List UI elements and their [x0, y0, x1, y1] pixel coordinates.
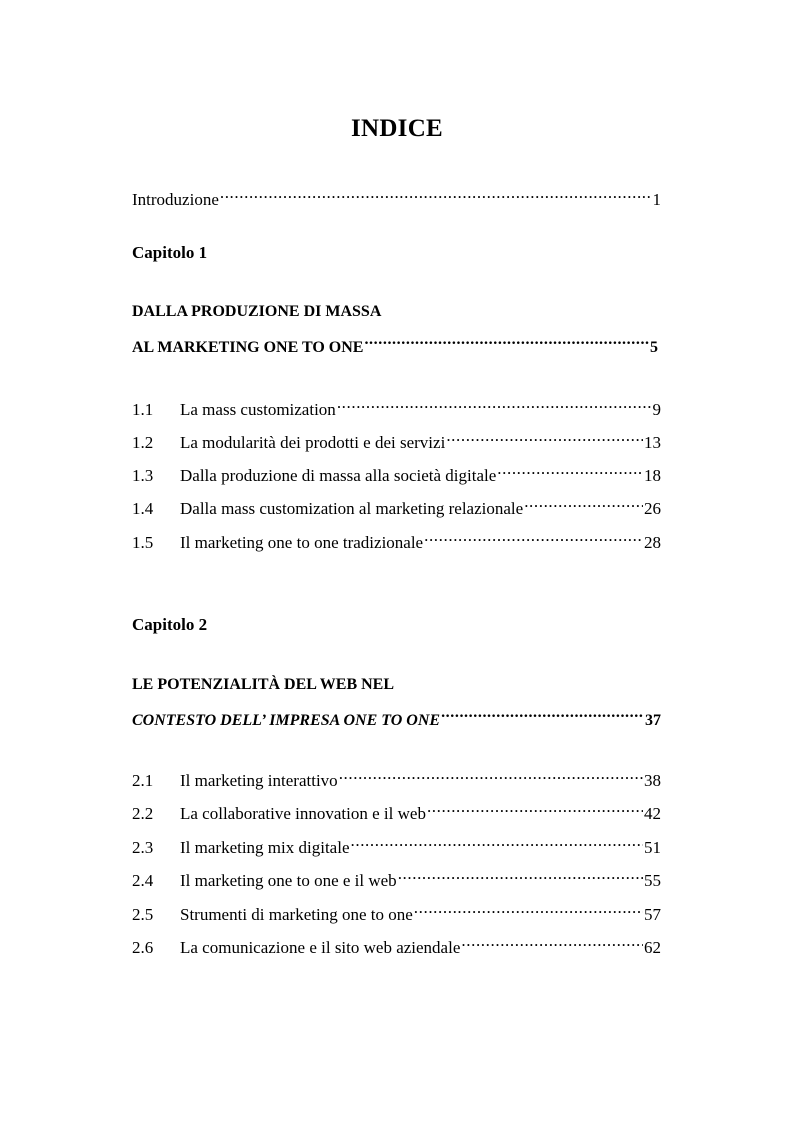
toc-entry-page: 28: [644, 533, 661, 552]
toc-entry-page: 9: [652, 400, 661, 419]
page-title: INDICE: [350, 115, 444, 142]
toc-entry-label: Il marketing interattivo: [180, 771, 338, 790]
toc-entry-1-3[interactable]: [132, 459, 661, 485]
dot-leader: [424, 526, 643, 548]
dot-leader: [220, 183, 652, 205]
section-number: 2.3: [132, 838, 154, 857]
toc-entry-2-2[interactable]: [132, 797, 661, 823]
toc-entry-2-6[interactable]: [132, 931, 661, 957]
chapter-2-heading: Capitolo 2: [132, 615, 208, 634]
toc-entry-page: 26: [644, 499, 661, 518]
toc-entry-label: Il marketing one to one e il web: [180, 871, 397, 890]
toc-entry-label: La comunicazione e il sito web aziendale: [180, 938, 461, 957]
dot-leader: [398, 864, 643, 886]
toc-entry-1-2[interactable]: [132, 426, 661, 452]
section-number: 2.5: [132, 905, 154, 924]
toc-entry-label: Il marketing mix digitale: [180, 838, 350, 857]
toc-entry-label: Il marketing one to one tradizionale: [180, 533, 424, 552]
toc-entry-page: 13: [644, 433, 661, 452]
toc-entry-page: 1: [652, 190, 661, 209]
dot-leader: [339, 764, 643, 786]
toc-entry-label: La modularità dei prodotti e dei servizi: [180, 433, 446, 452]
dot-leader: [414, 898, 643, 920]
chapter-2-title-line-1: LE POTENZIALITÀ DEL WEB NEL: [132, 676, 395, 693]
toc-entry-page: 62: [644, 938, 661, 957]
toc-entry-page: 18: [644, 466, 661, 485]
toc-entry-label: La collaborative innovation e il web: [180, 804, 426, 823]
toc-entry-label: Dalla produzione di massa alla società digitale: [180, 466, 497, 485]
dot-leader: [351, 831, 644, 853]
toc-entry-chapter-1-title[interactable]: [132, 330, 658, 356]
toc-entry-label: La mass customization: [180, 400, 336, 419]
section-number: 1.5: [132, 533, 154, 552]
chapter-1-heading: Capitolo 1: [132, 243, 208, 262]
dot-leader: [364, 330, 649, 352]
section-number: 2.2: [132, 804, 154, 823]
dot-leader: [337, 393, 652, 415]
dot-leader: [497, 459, 643, 481]
toc-entry-2-3[interactable]: [132, 831, 661, 857]
section-number: 2.4: [132, 871, 154, 890]
toc-entry-label: Introduzione: [132, 190, 219, 209]
toc-entry-1-1[interactable]: [132, 393, 661, 419]
section-number: 2.6: [132, 938, 154, 957]
toc-entry-2-1[interactable]: [132, 764, 661, 790]
dot-leader: [427, 797, 643, 819]
dot-leader: [524, 492, 643, 514]
section-number: 1.4: [132, 499, 154, 518]
section-number: 1.1: [132, 400, 154, 419]
toc-entry-page: 5: [650, 339, 658, 356]
dot-leader: [461, 931, 643, 953]
dot-leader: [446, 426, 643, 448]
toc-entry-chapter-2-title[interactable]: [132, 703, 661, 729]
toc-entry-page: 55: [644, 871, 661, 890]
toc-entry-page: 37: [645, 712, 661, 729]
section-number: 1.2: [132, 433, 154, 452]
toc-entry-label: Dalla mass customization al marketing relazionale: [180, 499, 524, 518]
toc-entry-2-5[interactable]: [132, 898, 661, 924]
toc-entry-2-4[interactable]: [132, 864, 661, 890]
toc-entry-page: 38: [644, 771, 661, 790]
chapter-1-title-line-1: DALLA PRODUZIONE DI MASSA: [132, 303, 382, 320]
toc-entry-label: AL MARKETING ONE TO ONE: [132, 339, 364, 356]
toc-entry-1-4[interactable]: [132, 492, 661, 518]
toc-entry-page: 57: [644, 905, 661, 924]
dot-leader: [441, 703, 644, 725]
toc-entry-page: 42: [644, 804, 661, 823]
section-number: 2.1: [132, 771, 154, 790]
toc-entry-introduzione[interactable]: [132, 183, 661, 209]
section-number: 1.3: [132, 466, 154, 485]
toc-entry-label: CONTESTO DELL’ IMPRESA ONE TO ONE: [132, 712, 441, 729]
toc-entry-page: 51: [644, 838, 661, 857]
toc-entry-1-5[interactable]: [132, 526, 661, 552]
toc-entry-label: Strumenti di marketing one to one: [180, 905, 413, 924]
